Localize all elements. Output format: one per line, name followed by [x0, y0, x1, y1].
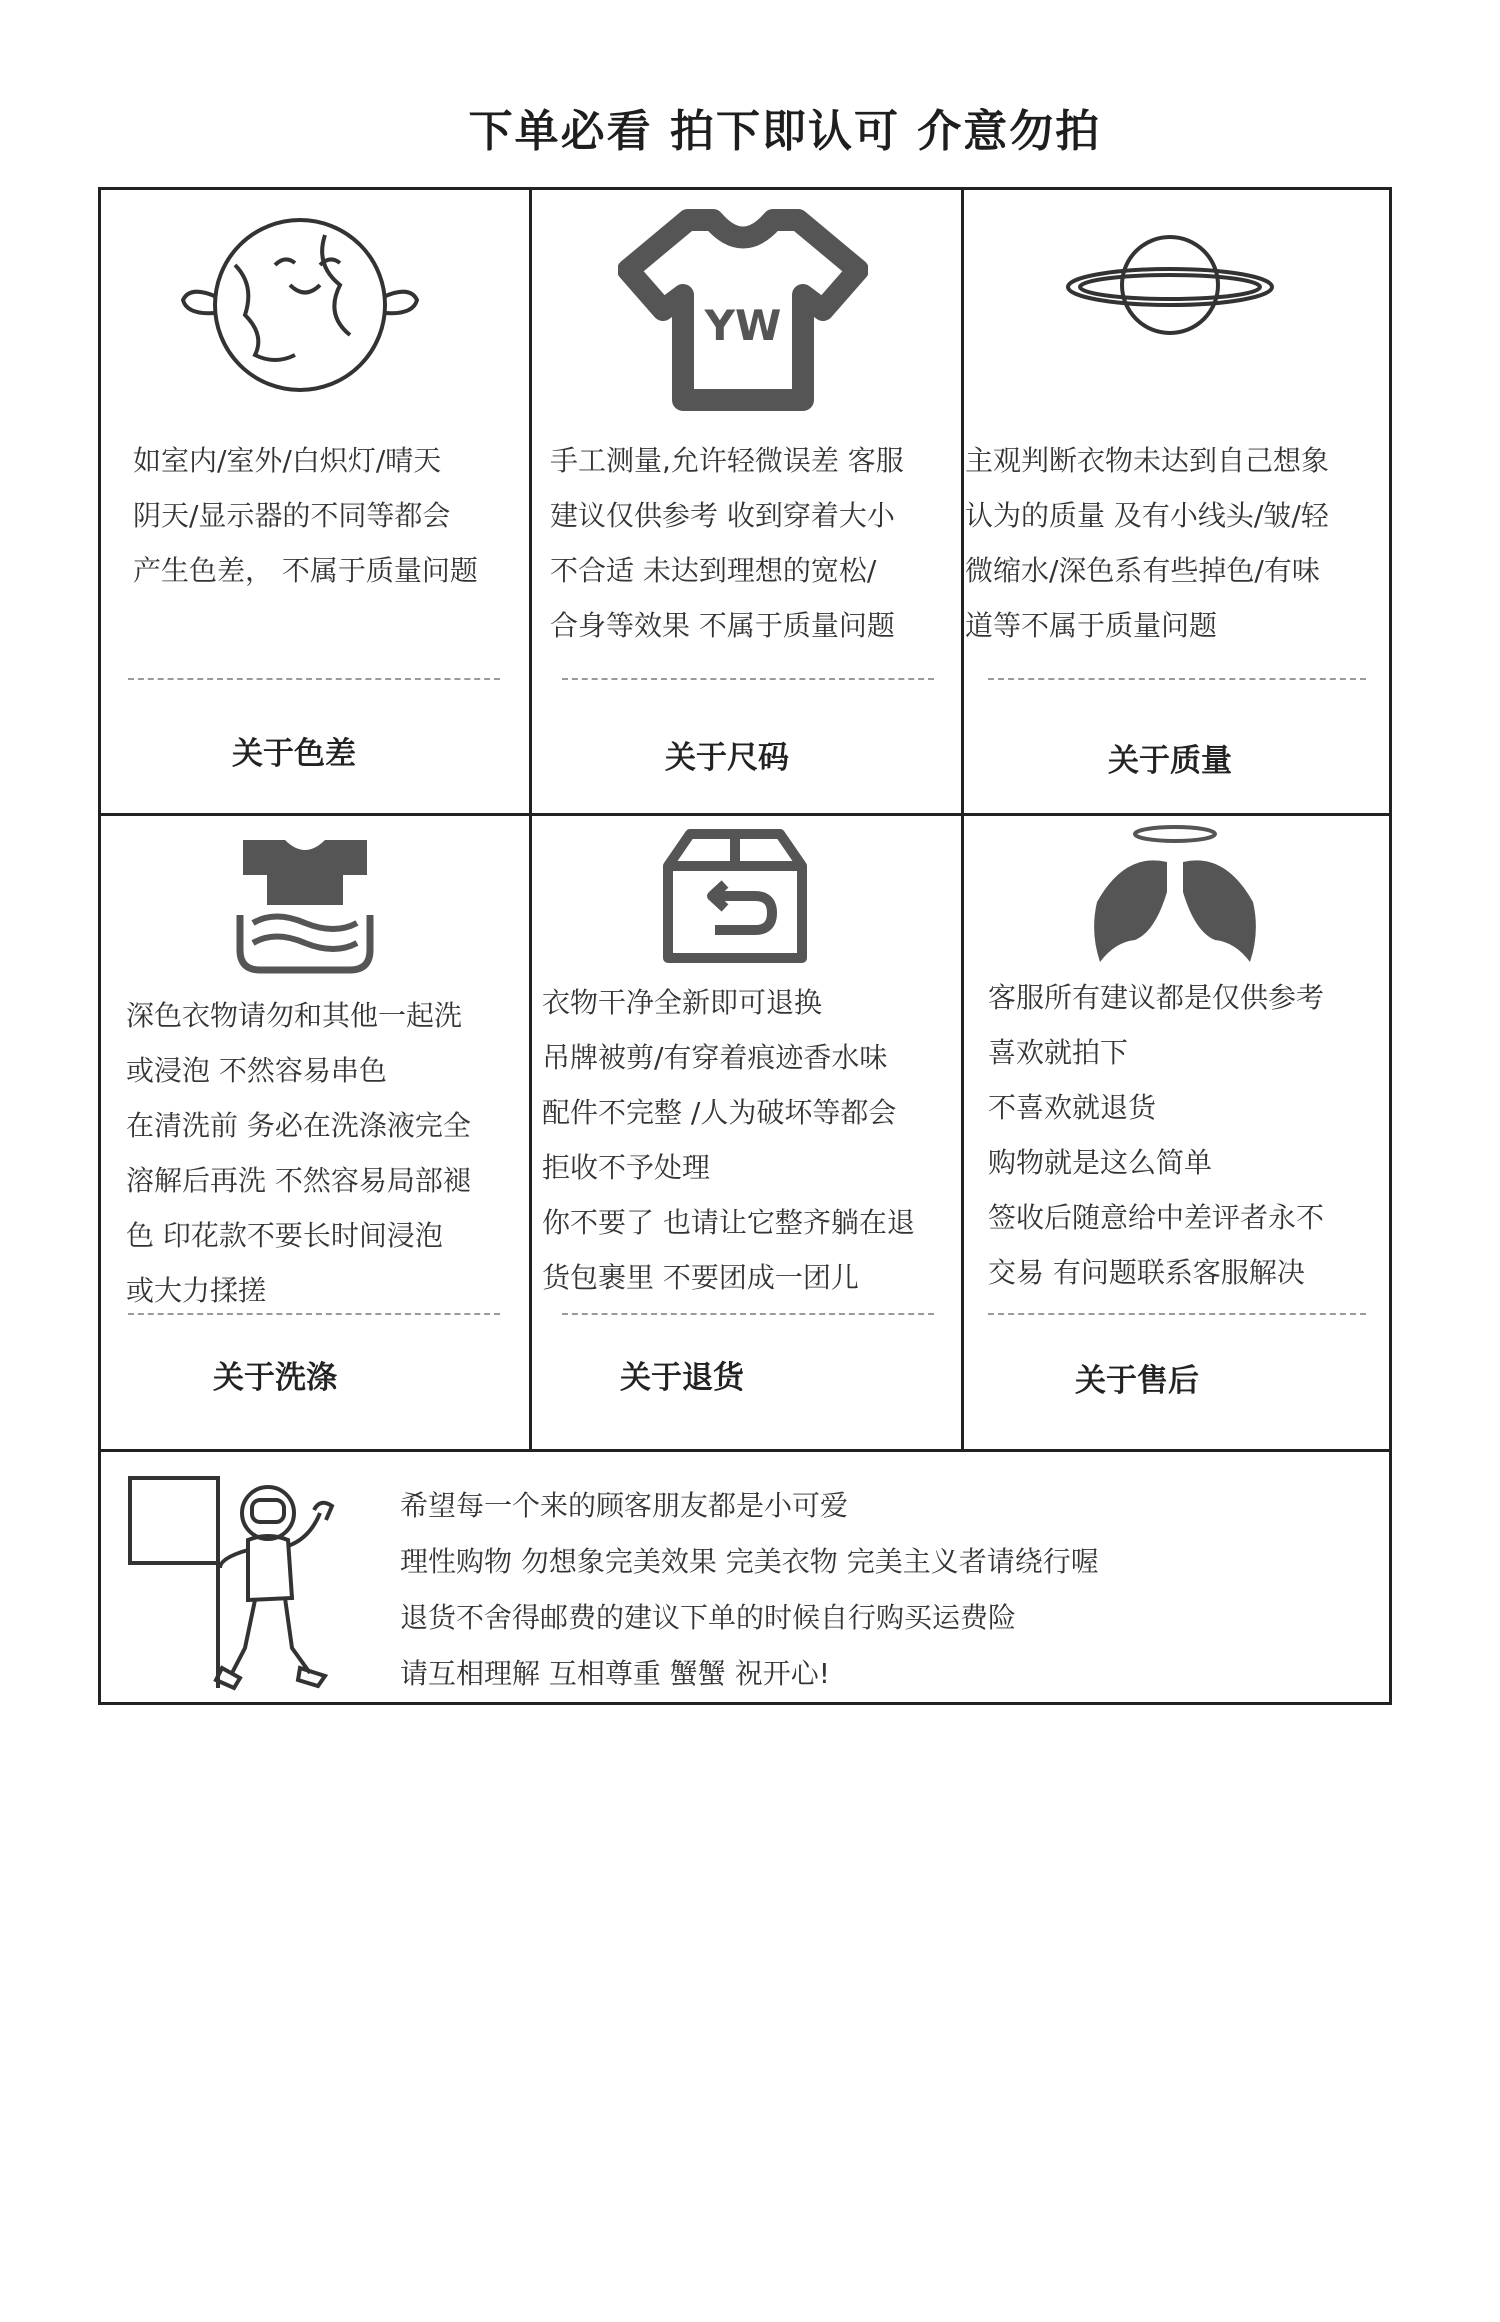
dashed-divider: [128, 678, 500, 680]
divider: [529, 187, 532, 1452]
cell-label: 关于尺码: [665, 740, 789, 776]
earth-icon: [175, 205, 425, 405]
cell-text: 手工测量,允许轻微误差 客服 建议仅供参考 收到穿着大小 不合适 未达到理想的宽松/ 合身等效果 不属于质量问题: [550, 444, 904, 642]
cell-label: 关于售后: [1075, 1363, 1199, 1399]
washing-icon: [235, 835, 375, 975]
dashed-divider: [988, 678, 1366, 680]
return-box-icon: [660, 826, 810, 966]
astronaut-icon: [120, 1468, 350, 1693]
divider: [961, 187, 964, 1452]
angel-wings-icon: [1085, 822, 1265, 972]
cell-text: 衣物干净全新即可退换 吊牌被剪/有穿着痕迹香水味 配件不完整 /人为破坏等都会 拒收不予处理 你不要了 也请让它整齐躺在退 货包裹里 不要团成一团儿: [542, 986, 915, 1294]
cell-label: 关于洗涤: [213, 1360, 337, 1396]
divider: [98, 1449, 1392, 1452]
dashed-divider: [988, 1313, 1366, 1315]
cell-text: 如室内/室外/白炽灯/晴天 阴天/显示器的不同等都会 产生色差， 不属于质量问题: [133, 444, 478, 587]
dashed-divider: [562, 678, 934, 680]
cell-text: 客服所有建议都是仅供参考 喜欢就拍下 不喜欢就退货 购物就是这么简单 签收后随意给中差评者永不 交易 有问题联系客服解决: [988, 981, 1325, 1289]
divider: [98, 813, 1392, 816]
dashed-divider: [128, 1313, 500, 1315]
cell-text: 主观判断衣物未达到自己想象 认为的质量 及有小线头/皱/轻 微缩水/深色系有些掉色/有味 道等不属于质量问题: [965, 444, 1330, 642]
page-title: 下单必看 拍下即认可 介意勿拍: [468, 106, 1102, 157]
bottom-text: 希望每一个来的顾客朋友都是小可爱 理性购物 勿想象完美效果 完美衣物 完美主义者请绕行喔 退货不舍得邮费的建议下单的时候自行购买运费险 请互相理解 互相尊重 蟹蟹 祝开心!: [400, 1489, 1099, 1690]
cell-label: 关于质量: [1108, 743, 1232, 779]
tshirt-badge: YW: [704, 301, 782, 350]
cell-label: 关于色差: [232, 736, 356, 772]
dashed-divider: [562, 1313, 934, 1315]
cell-text: 深色衣物请勿和其他一起洗 或浸泡 不然容易串色 在清洗前 务必在洗涤液完全 溶解后再洗 不然容易局部褪 色 印花款不要长时间浸泡 或大力揉搓: [126, 999, 471, 1307]
tshirt-icon: [618, 200, 868, 420]
planet-icon: [1060, 225, 1280, 345]
cell-label: 关于退货: [620, 1360, 744, 1396]
